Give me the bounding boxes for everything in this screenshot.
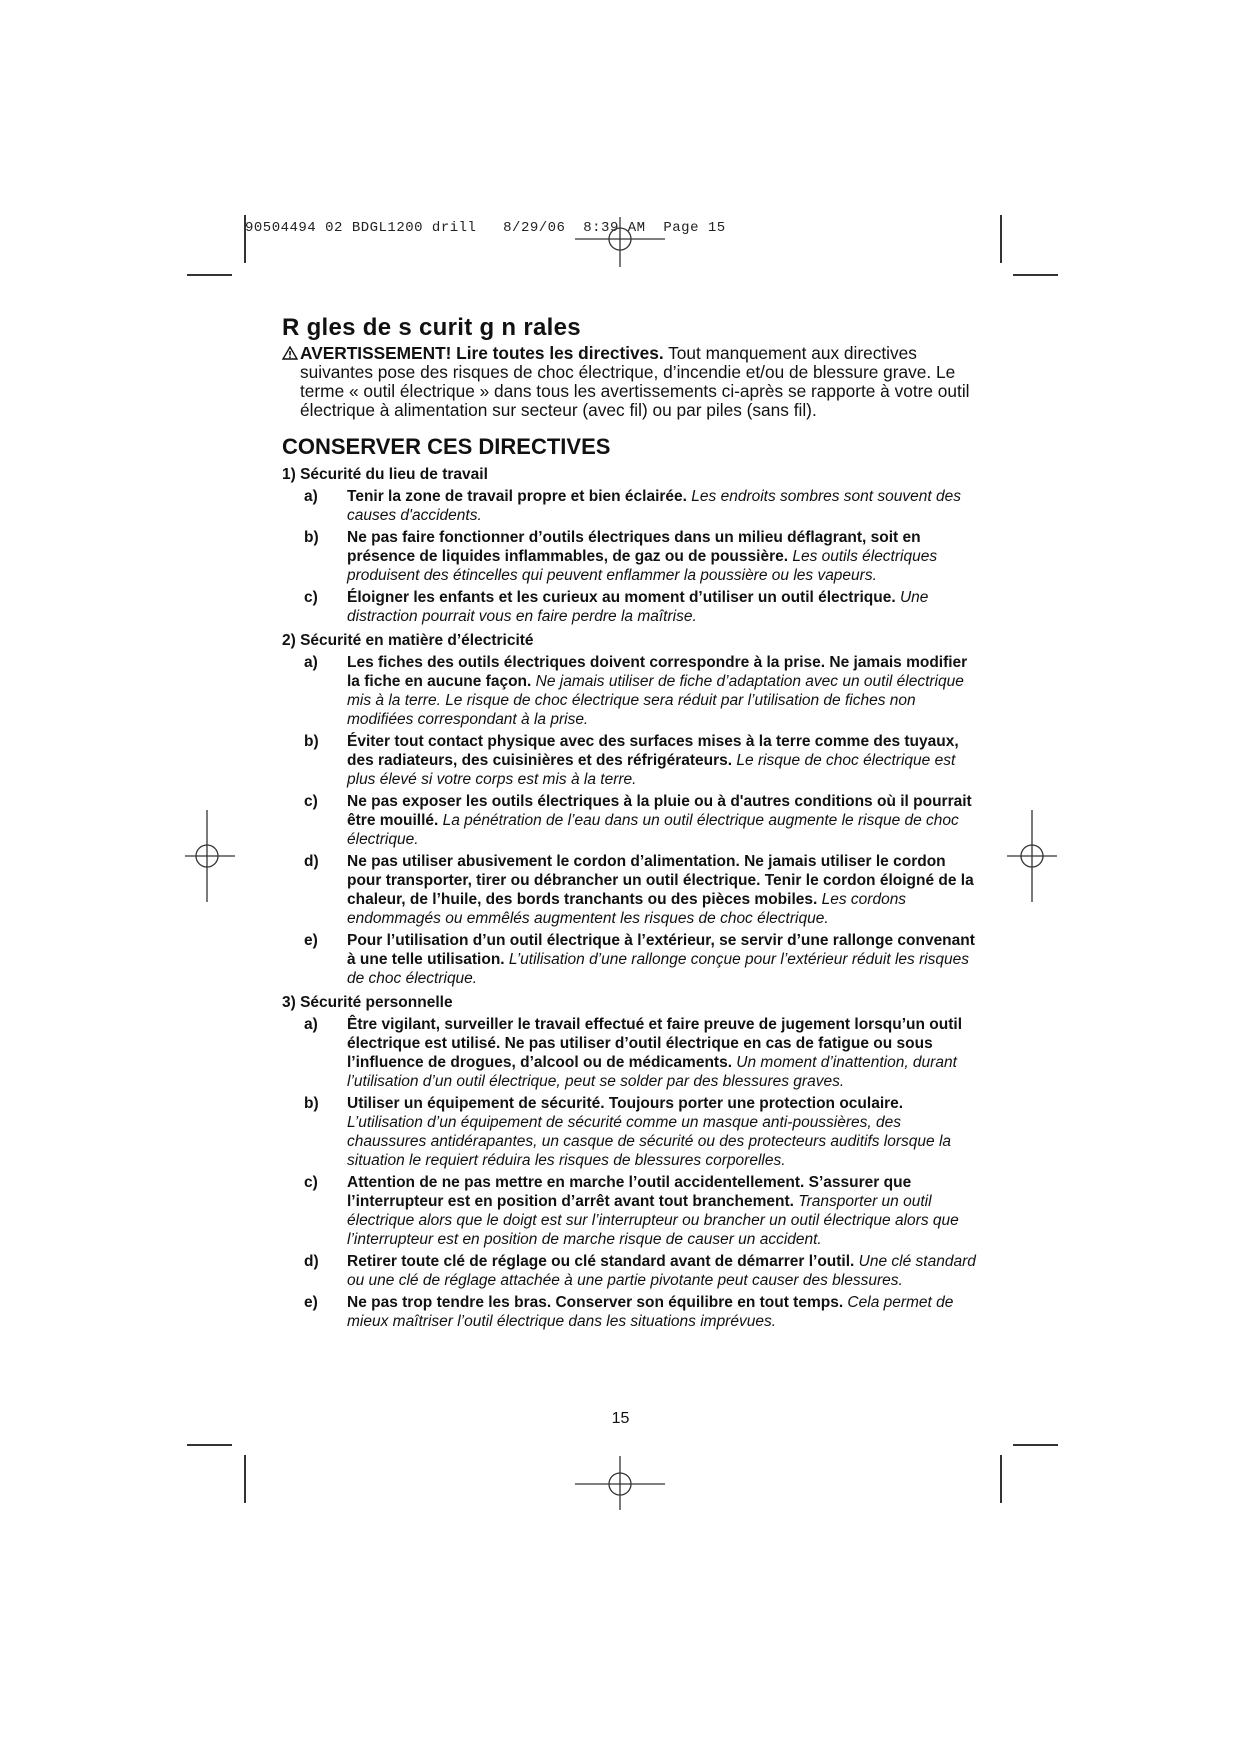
printer-slug: 90504494 02 BDGL1200 drill 8/29/06 8:39 AM Page 15 (245, 220, 726, 236)
item-instruction: Éloigner les enfants et les curieux au moment d’utiliser un outil électrique. (347, 589, 896, 606)
warning-bold: AVERTISSEMENT! Lire toutes les directives. (300, 343, 664, 363)
item-instruction: Ne pas exposer les outils électriques à la pluie ou à d'autres conditions où il pourrait être mouillé. (347, 793, 972, 829)
item-label: b) (304, 1095, 319, 1112)
crop-mark-bottom-right-vertical (1000, 1455, 1002, 1503)
item-label: b) (304, 529, 319, 546)
item-label: b) (304, 733, 319, 750)
item-instruction: Attention de ne pas mettre en marche l’outil accidentellement. S’assurer que l’interrupteur est en position d’arrêt avant tout branchement. (347, 1174, 912, 1210)
list-item (304, 732, 982, 789)
list-item (304, 588, 982, 626)
item-explanation: Une clé standard ou une clé de réglage attachée à une partie pivotante peut causer des blessures. (347, 1253, 976, 1289)
item-explanation: L’utilisation d’un équipement de sécurité comme un masque anti-poussières, des chaussures antidérapantes, un casque de sécurité ou des protecteurs auditifs lorsque la situation le requiert réduira les risques de blessures corporelles. (347, 1114, 952, 1169)
item-label: e) (304, 1294, 318, 1311)
registration-mark-right-icon (1007, 810, 1057, 902)
item-label: c) (304, 793, 318, 810)
item-label: e) (304, 932, 318, 949)
list-item (304, 931, 982, 988)
crop-mark-bottom-left-horizontal (187, 1444, 232, 1446)
item-instruction: Ne pas utiliser abusivement le cordon d’alimentation. Ne jamais utiliser le cordon pour transporter, tirer ou débrancher un outil électrique. Tenir le cordon éloigné de la chaleur, de l’huile, des bords tranchants ou des pièces mobiles. (347, 853, 974, 908)
registration-mark-bottom-icon (575, 1450, 665, 1510)
item-explanation: Une distraction pourrait vous en faire perdre la maîtrise. (347, 589, 929, 625)
list-item (304, 653, 982, 729)
warning-triangle-icon (282, 346, 298, 360)
section-subtitle: CONSERVER CES DIRECTIVES (282, 434, 611, 459)
item-explanation: L’utilisation d’une rallonge conçue pour l’extérieur réduit les risques de choc électrique. (347, 951, 970, 987)
item-explanation: Le risque de choc électrique est plus élevé si votre corps est mis à la terre. (347, 752, 956, 788)
item-explanation: Les cordons endommagés ou emmêlés augmentent les risques de choc électrique. (347, 891, 907, 927)
item-instruction: Tenir la zone de travail propre et bien éclairée. (347, 488, 687, 505)
item-instruction: Utiliser un équipement de sécurité. Toujours porter une protection oculaire. (347, 1095, 904, 1112)
crop-mark-top-left-vertical (244, 215, 246, 263)
registration-mark-top-icon (575, 217, 665, 277)
list-item (304, 1293, 982, 1331)
item-explanation: Cela permet de mieux maîtriser l’outil électrique dans les situations imprévues. (347, 1294, 954, 1330)
item-instruction: Être vigilant, surveiller le travail effectué et faire preuve de jugement lorsqu’un outil électrique est utilisé. Ne pas utiliser d’outil électrique en cas de fatigue ou sous l’influence de drogues, d’alcool ou de médicaments. (347, 1016, 963, 1071)
warning-text: Tout manquement aux directives suivantes pose des risques de choc électrique, d’incendie et/ou de blessure grave. Le terme « outil électrique » dans tous les avertissements ci-après se rapporte à votre outil électrique à alimentation sur secteur (avec fil) ou par piles (sans fil). (300, 343, 970, 420)
item-label: d) (304, 1253, 319, 1270)
list-item (304, 1094, 982, 1170)
item-label: d) (304, 853, 319, 870)
crop-mark-top-right-vertical (1000, 215, 1002, 263)
item-label: a) (304, 488, 318, 505)
section-heading: 2) Sécurité en matière d’électricité (282, 632, 534, 649)
item-instruction: Pour l’utilisation d’un outil électrique à l’extérieur, se servir d’une rallonge convenant à une telle utilisation. (347, 932, 975, 968)
item-explanation: La pénétration de l’eau dans un outil électrique augmente le risque de choc électrique. (347, 812, 959, 848)
item-instruction: Ne pas trop tendre les bras. Conserver son équilibre en tout temps. (347, 1294, 844, 1311)
item-explanation: Transporter un outil électrique alors que le doigt est sur l’interrupteur ou brancher un outil électrique alors que l’interrupteur est en position de marche risque de causer un accident. (347, 1193, 959, 1248)
crop-mark-bottom-left-vertical (244, 1455, 246, 1503)
page-number: 15 (611, 1410, 630, 1427)
item-explanation: Les outils électriques produisent des étincelles qui peuvent enflammer la poussière ou les vapeurs. (347, 548, 938, 584)
safety-sections (282, 466, 982, 1331)
crop-mark-top-left-horizontal (187, 274, 232, 276)
page-title: R gles de s curit g n rales (282, 314, 581, 341)
page-content (282, 314, 982, 1334)
registration-mark-left-icon (185, 810, 235, 902)
item-instruction: Ne pas faire fonctionner d’outils électriques dans un milieu déflagrant, soit en présence de liquides inflammables, de gaz ou de poussière. (347, 529, 921, 565)
item-label: c) (304, 1174, 318, 1191)
crop-mark-bottom-right-horizontal (1013, 1444, 1058, 1446)
item-explanation: Les endroits sombres sont souvent des causes d'accidents. (347, 488, 961, 524)
list-item (304, 852, 982, 928)
item-instruction: Retirer toute clé de réglage ou clé standard avant de démarrer l’outil. (347, 1253, 855, 1270)
item-label: a) (304, 1016, 318, 1033)
list-item (304, 1252, 982, 1290)
crop-mark-top-right-horizontal (1013, 274, 1058, 276)
item-instruction: Les fiches des outils électriques doivent correspondre à la prise. Ne jamais modifier la fiche en aucune façon. (347, 654, 968, 690)
section-heading: 3) Sécurité personnelle (282, 994, 453, 1011)
item-instruction: Éviter tout contact physique avec des surfaces mises à la terre comme des tuyaux, des radiateurs, des cuisinières et des réfrigérateurs. (347, 733, 959, 769)
list-item (304, 1015, 982, 1091)
warning-paragraph (282, 344, 982, 420)
list-item (304, 792, 982, 849)
list-item (304, 528, 982, 585)
list-item (304, 487, 982, 525)
item-explanation: Un moment d’inattention, durant l’utilisation d’un outil électrique, peut se solder par des blessures graves. (347, 1054, 957, 1090)
item-label: c) (304, 589, 318, 606)
item-label: a) (304, 654, 318, 671)
section-heading: 1) Sécurité du lieu de travail (282, 466, 488, 483)
item-explanation: Ne jamais utiliser de fiche d’adaptation avec un outil électrique mis à la terre. Le risque de choc électrique sera réduit par l’utilisation de fiches non modifiées correspondant à la prise. (347, 673, 964, 728)
list-item (304, 1173, 982, 1249)
